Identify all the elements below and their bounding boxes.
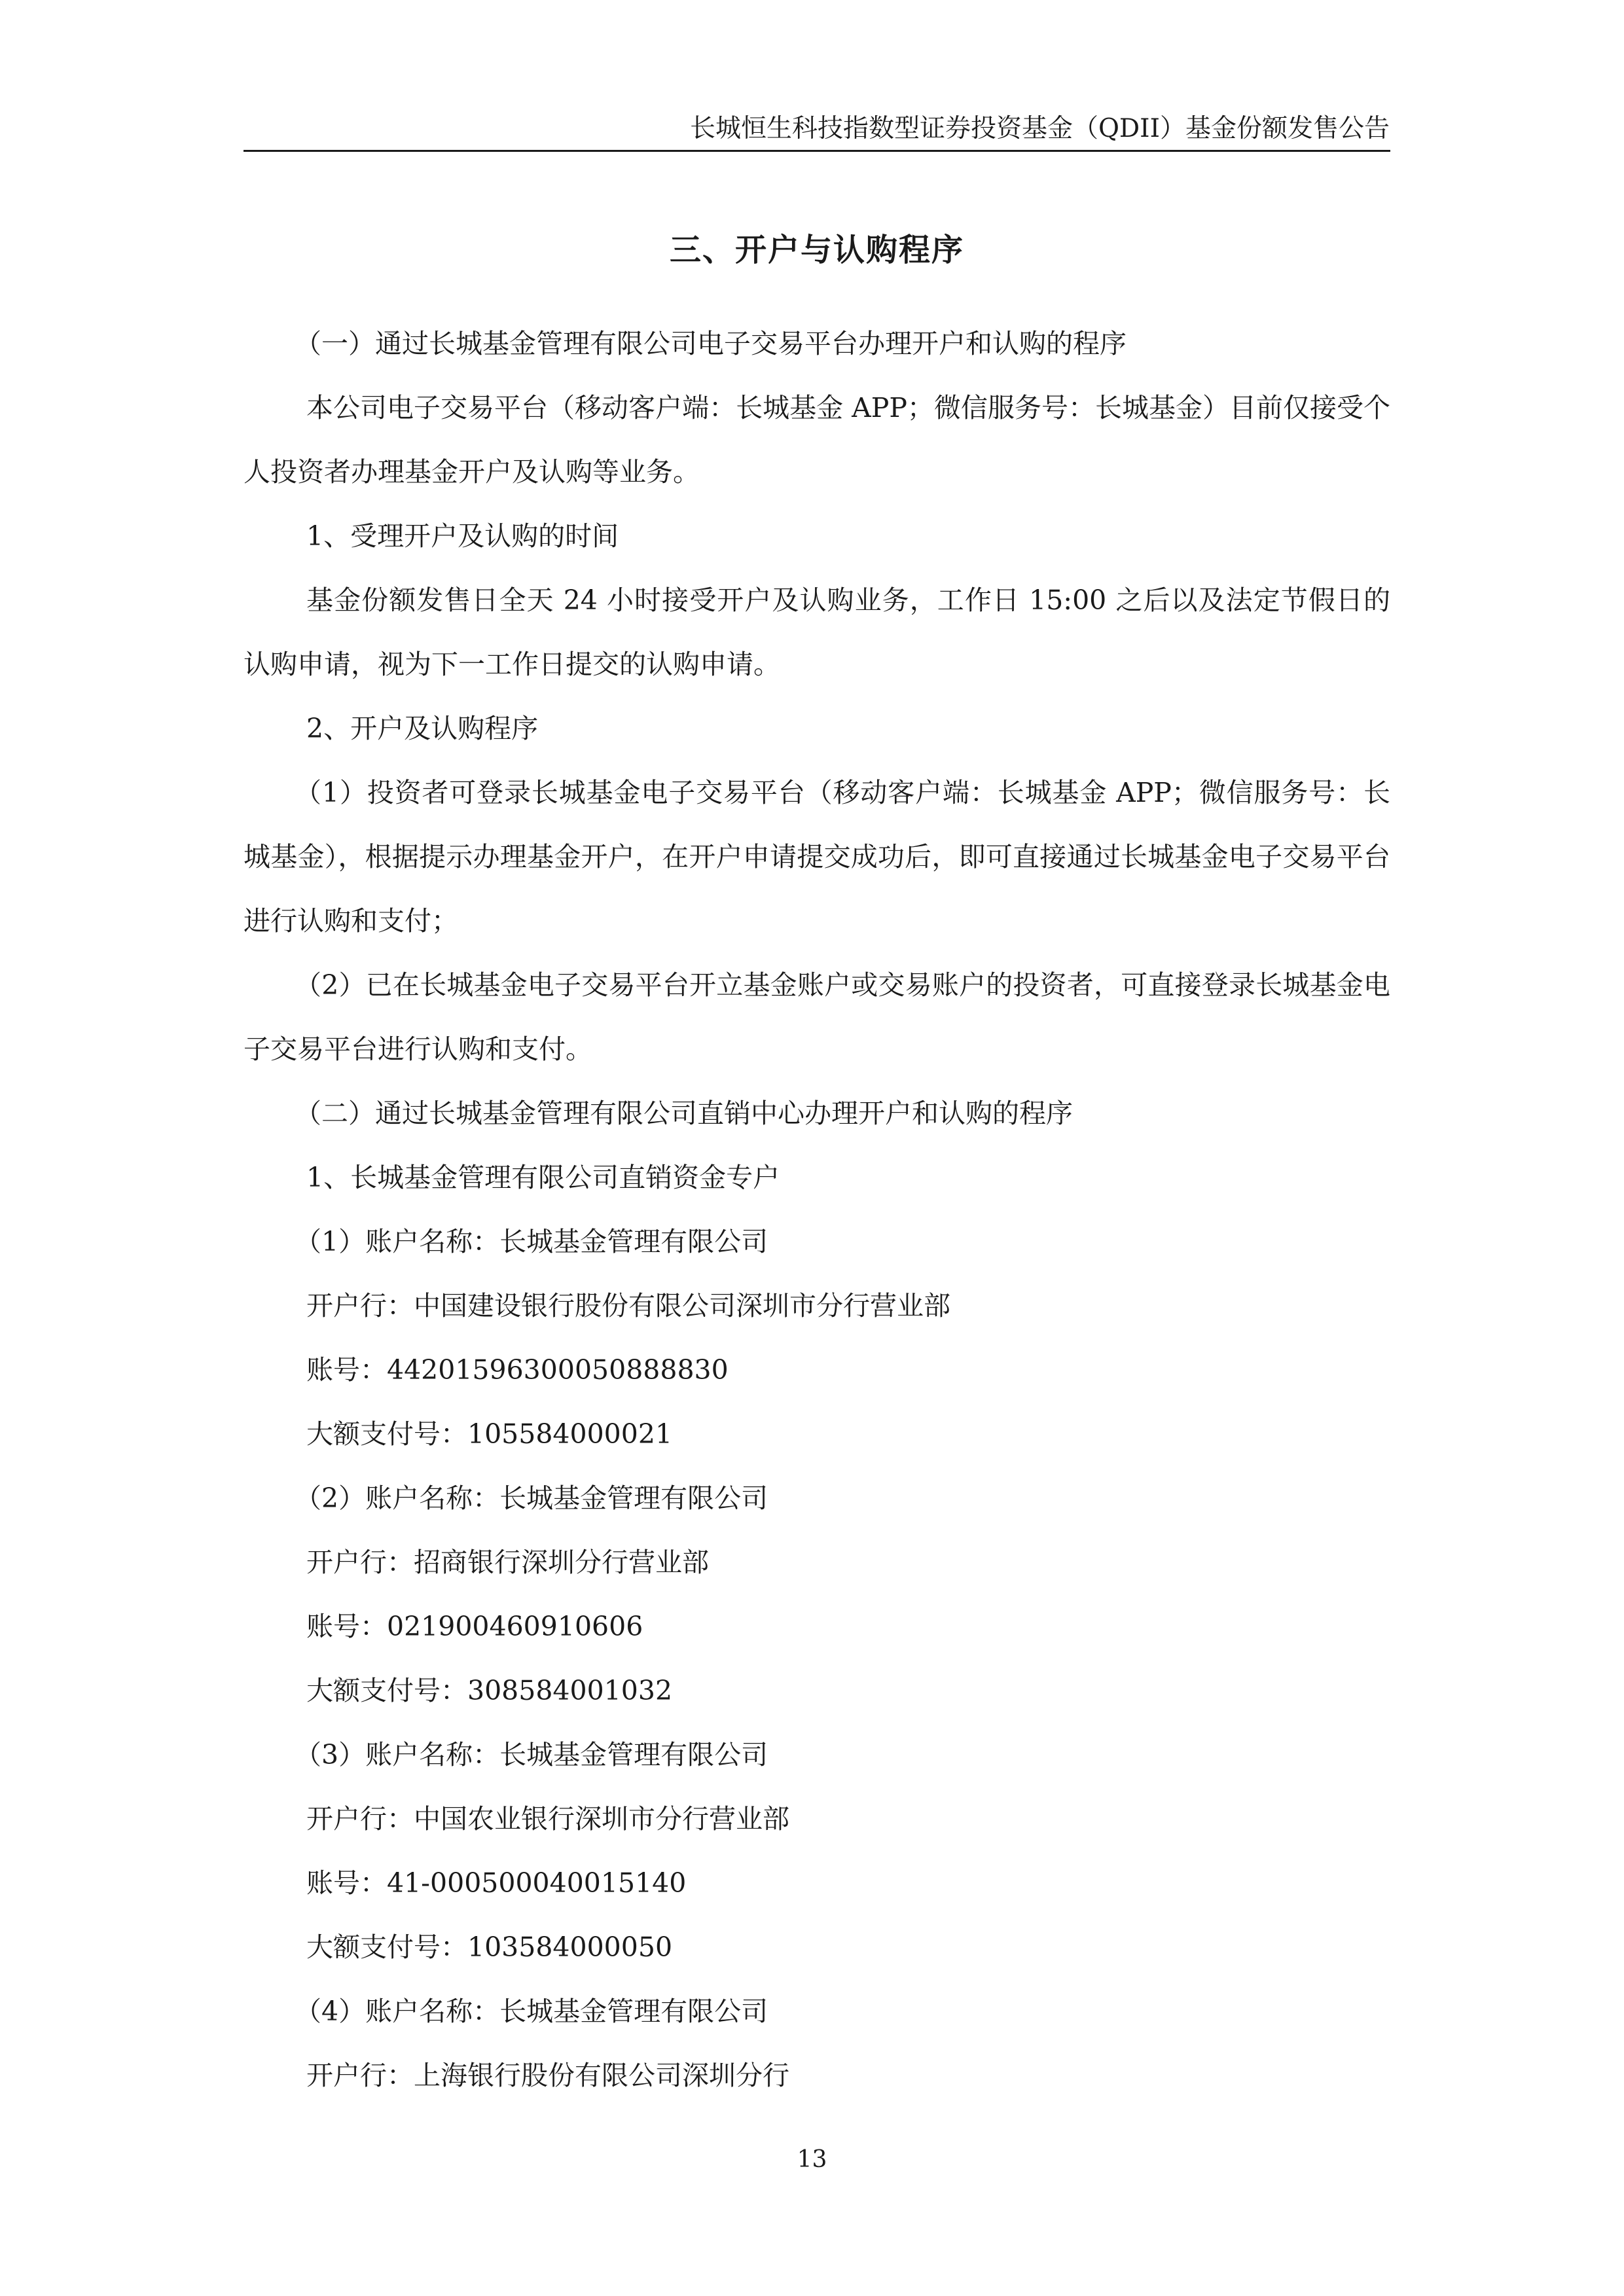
paragraph-procedure-2: （2）已在长城基金电子交易平台开立基金账户或交易账户的投资者，可直接登录长城基金电子交易平台进行认购和支付。: [244, 969, 1390, 1065]
item-heading-accounts: 1、长城基金管理有限公司直销资金专户: [306, 1162, 780, 1193]
paragraph-time: 基金份额发售日全天 24 小时接受开户及认购业务，工作日 15:00 之后以及法定节假日的认购申请，视为下一工作日提交的认购申请。: [244, 584, 1390, 680]
account-3-name: （3）账户名称：长城基金管理有限公司: [295, 1739, 768, 1770]
account-2-bank: 开户行：招商银行深圳分行营业部: [306, 1547, 709, 1578]
item-heading-procedure: 2、开户及认购程序: [306, 713, 539, 744]
running-header: 长城恒生科技指数型证券投资基金（QDII）基金份额发售公告: [689, 114, 1390, 143]
document-body: [244, 312, 1390, 2108]
account-4-name: （4）账户名称：长城基金管理有限公司: [295, 1996, 768, 2027]
account-1-payment-code: 大额支付号：105584000021: [306, 1418, 673, 1450]
account-3-number: 账号：41-000500040015140: [306, 1867, 687, 1899]
account-1-number: 账号：44201596300050888830: [306, 1354, 729, 1386]
account-4-bank: 开户行：上海银行股份有限公司深圳分行: [306, 2060, 789, 2091]
account-1-name: （1）账户名称：长城基金管理有限公司: [295, 1226, 768, 1257]
subsection-heading-direct: （二）通过长城基金管理有限公司直销中心办理开户和认购的程序: [295, 1098, 1073, 1129]
account-3-bank: 开户行：中国农业银行深圳市分行营业部: [306, 1803, 789, 1835]
subsection-heading-online: （一）通过长城基金管理有限公司电子交易平台办理开户和认购的程序: [295, 328, 1127, 359]
account-3-payment-code: 大额支付号：103584000050: [306, 1931, 673, 1963]
page-number: 13: [797, 2146, 827, 2173]
paragraph-online-intro: 本公司电子交易平台（移动客户端：长城基金 APP；微信服务号：长城基金）目前仅接受个人投资者办理基金开户及认购等业务。: [244, 392, 1390, 488]
paragraph-procedure-1: （1）投资者可登录长城基金电子交易平台（移动客户端：长城基金 APP；微信服务号：长城基金），根据提示办理基金开户，在开户申请提交成功后，即可直接通过长城基金电子交易平台进行认购和支付；: [244, 777, 1390, 937]
item-heading-time: 1、受理开户及认购的时间: [306, 520, 619, 552]
section-title: 三、开户与认购程序: [669, 232, 964, 268]
account-2-name: （2）账户名称：长城基金管理有限公司: [295, 1482, 768, 1514]
header-divider: [244, 150, 1390, 152]
account-2-number: 账号：021900460910606: [306, 1611, 643, 1642]
account-1-bank: 开户行：中国建设银行股份有限公司深圳市分行营业部: [306, 1290, 950, 1321]
account-2-payment-code: 大额支付号：308584001032: [306, 1675, 673, 1706]
